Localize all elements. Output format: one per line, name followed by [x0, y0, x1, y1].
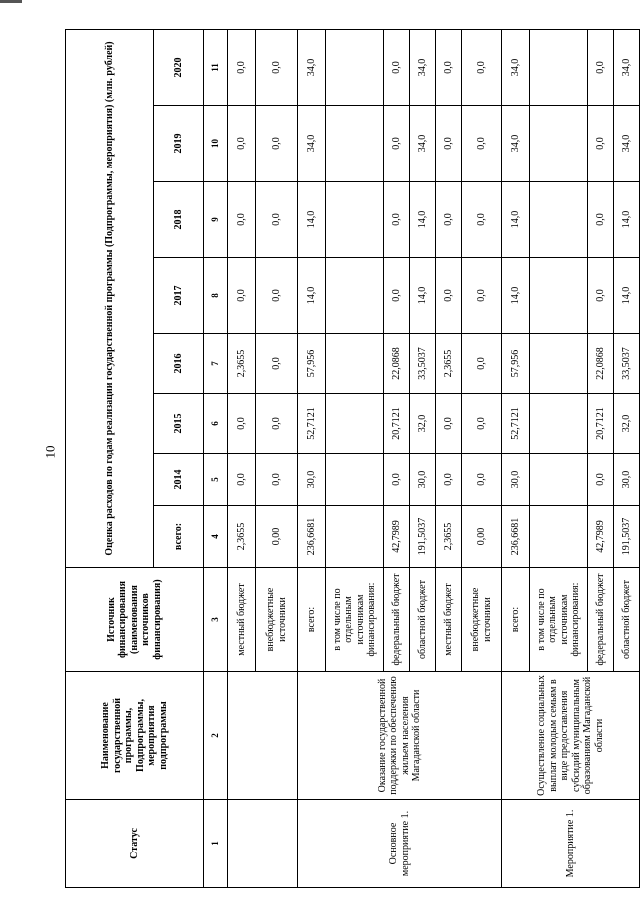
- value-cell: 0,0: [228, 30, 256, 106]
- value-cell: 0,0: [256, 334, 298, 394]
- value-cell: 0,0: [384, 30, 410, 106]
- value-cell: [326, 334, 384, 394]
- value-cell: [530, 106, 588, 182]
- scan-corner-mark: [0, 0, 22, 3]
- column-number: 4: [204, 506, 228, 568]
- value-cell: 0,00: [256, 506, 298, 568]
- status-cell: Мероприятие 1.: [502, 800, 640, 888]
- value-cell: 0,0: [256, 454, 298, 506]
- header-year: 2014: [154, 454, 204, 506]
- value-cell: 33,5037: [410, 334, 436, 394]
- value-cell: 14,0: [502, 182, 530, 258]
- value-cell: [530, 394, 588, 454]
- header-status: Статус: [66, 800, 204, 888]
- value-cell: 0,0: [256, 182, 298, 258]
- value-cell: 0,0: [588, 454, 614, 506]
- value-cell: 0,0: [462, 454, 502, 506]
- column-number-row: [204, 30, 228, 888]
- value-cell: 2,3655: [436, 506, 462, 568]
- value-cell: 0,0: [436, 454, 462, 506]
- source-cell: в том числе по отдельным источникам финансирования:: [326, 568, 384, 672]
- name-cell: Осуществление социальных выплат молодым семьям в виде предоставления субсидий муниципальным образованиям Магаданской области: [502, 672, 640, 800]
- header-source: Источник финансирования (наименования источников финансирования): [66, 568, 204, 672]
- column-number: 3: [204, 568, 228, 672]
- source-cell: всего:: [502, 568, 530, 672]
- page-number: 10: [42, 445, 58, 459]
- value-cell: 34,0: [410, 30, 436, 106]
- value-cell: 52,7121: [502, 394, 530, 454]
- header-estimate: Оценка расходов по годам реализации государственной программы (Подпрограммы, мероприятия) (млн. рублей): [66, 30, 154, 568]
- value-cell: 2,3655: [228, 506, 256, 568]
- value-cell: 0,0: [462, 258, 502, 334]
- value-cell: 14,0: [410, 258, 436, 334]
- header-year: 2016: [154, 334, 204, 394]
- value-cell: 0,0: [228, 182, 256, 258]
- status-cell: Основное мероприятие 1.: [298, 800, 502, 888]
- value-cell: 0,0: [256, 258, 298, 334]
- column-number: 6: [204, 394, 228, 454]
- value-cell: 0,0: [228, 106, 256, 182]
- rotated-page: [65, 30, 632, 888]
- header-year: 2017: [154, 258, 204, 334]
- name-cell: [228, 672, 298, 800]
- header-year: 2019: [154, 106, 204, 182]
- column-number: 11: [204, 30, 228, 106]
- value-cell: 42,7989: [384, 506, 410, 568]
- source-cell: внебюджетные источники: [256, 568, 298, 672]
- column-number: 9: [204, 182, 228, 258]
- value-cell: [530, 454, 588, 506]
- header-year: 2015: [154, 394, 204, 454]
- value-cell: 30,0: [502, 454, 530, 506]
- value-cell: 0,0: [462, 106, 502, 182]
- value-cell: 14,0: [614, 182, 640, 258]
- value-cell: 34,0: [410, 106, 436, 182]
- value-cell: [326, 506, 384, 568]
- value-cell: 30,0: [298, 454, 326, 506]
- value-cell: 236,6681: [502, 506, 530, 568]
- value-cell: 20,7121: [588, 394, 614, 454]
- value-cell: 0,0: [228, 258, 256, 334]
- value-cell: 22,0868: [384, 334, 410, 394]
- source-cell: всего:: [298, 568, 326, 672]
- value-cell: [530, 506, 588, 568]
- value-cell: 0,0: [462, 334, 502, 394]
- value-cell: 14,0: [502, 258, 530, 334]
- value-cell: 0,0: [588, 106, 614, 182]
- table-row: [298, 30, 326, 888]
- source-cell: областной бюджет: [614, 568, 640, 672]
- source-cell: местный бюджет: [228, 568, 256, 672]
- value-cell: 0,0: [462, 394, 502, 454]
- value-cell: 236,6681: [298, 506, 326, 568]
- value-cell: 0,00: [462, 506, 502, 568]
- value-cell: 0,0: [588, 182, 614, 258]
- source-cell: федеральный бюджет: [384, 568, 410, 672]
- value-cell: [326, 106, 384, 182]
- header-year: 2020: [154, 30, 204, 106]
- value-cell: 14,0: [410, 182, 436, 258]
- budget-table: [65, 29, 640, 888]
- value-cell: 33,5037: [614, 334, 640, 394]
- value-cell: [326, 454, 384, 506]
- column-number: 5: [204, 454, 228, 506]
- value-cell: [326, 182, 384, 258]
- value-cell: [326, 258, 384, 334]
- source-cell: областной бюджет: [410, 568, 436, 672]
- header-name: Наименование государственной программы, Подпрограммы, мероприятия подпрограммы: [66, 672, 204, 800]
- value-cell: 34,0: [502, 106, 530, 182]
- column-number: 2: [204, 672, 228, 800]
- value-cell: [530, 258, 588, 334]
- value-cell: 0,0: [256, 394, 298, 454]
- value-cell: 57,956: [298, 334, 326, 394]
- column-number: 1: [204, 800, 228, 888]
- source-cell: местный бюджет: [436, 568, 462, 672]
- column-number: 7: [204, 334, 228, 394]
- header-year: 2018: [154, 182, 204, 258]
- value-cell: 0,0: [384, 106, 410, 182]
- source-cell: федеральный бюджет: [588, 568, 614, 672]
- value-cell: 0,0: [436, 106, 462, 182]
- value-cell: 0,0: [436, 182, 462, 258]
- value-cell: 0,0: [436, 258, 462, 334]
- value-cell: [326, 394, 384, 454]
- value-cell: 14,0: [298, 182, 326, 258]
- value-cell: 20,7121: [384, 394, 410, 454]
- value-cell: 191,5037: [410, 506, 436, 568]
- value-cell: 32,0: [614, 394, 640, 454]
- value-cell: 14,0: [614, 258, 640, 334]
- value-cell: 0,0: [462, 30, 502, 106]
- table-row: [228, 30, 256, 888]
- table-row: [502, 30, 530, 888]
- value-cell: 0,0: [228, 394, 256, 454]
- value-cell: 0,0: [436, 30, 462, 106]
- value-cell: 30,0: [410, 454, 436, 506]
- status-cell: [228, 800, 298, 888]
- value-cell: 0,0: [256, 30, 298, 106]
- value-cell: 0,0: [384, 454, 410, 506]
- value-cell: [530, 182, 588, 258]
- value-cell: 34,0: [298, 106, 326, 182]
- value-cell: 191,5037: [614, 506, 640, 568]
- name-cell: Оказание государственной поддержки по обеспечению жильем населения Магаданской области: [298, 672, 502, 800]
- value-cell: 42,7989: [588, 506, 614, 568]
- value-cell: 34,0: [614, 30, 640, 106]
- value-cell: 0,0: [228, 454, 256, 506]
- value-cell: [530, 334, 588, 394]
- value-cell: 14,0: [298, 258, 326, 334]
- value-cell: 2,3655: [228, 334, 256, 394]
- value-cell: 52,7121: [298, 394, 326, 454]
- header-year: всего:: [154, 506, 204, 568]
- value-cell: 0,0: [588, 30, 614, 106]
- source-cell: в том числе по отдельным источникам финансирования:: [530, 568, 588, 672]
- value-cell: 0,0: [462, 182, 502, 258]
- value-cell: 34,0: [298, 30, 326, 106]
- column-number: 10: [204, 106, 228, 182]
- value-cell: [530, 30, 588, 106]
- value-cell: 0,0: [384, 258, 410, 334]
- value-cell: 0,0: [588, 258, 614, 334]
- column-number: 8: [204, 258, 228, 334]
- value-cell: 0,0: [436, 394, 462, 454]
- value-cell: 32,0: [410, 394, 436, 454]
- value-cell: 57,956: [502, 334, 530, 394]
- value-cell: 2,3655: [436, 334, 462, 394]
- value-cell: 22,0868: [588, 334, 614, 394]
- source-cell: внебюджетные источники: [462, 568, 502, 672]
- value-cell: 34,0: [614, 106, 640, 182]
- value-cell: 0,0: [384, 182, 410, 258]
- value-cell: [326, 30, 384, 106]
- value-cell: 30,0: [614, 454, 640, 506]
- value-cell: 0,0: [256, 106, 298, 182]
- value-cell: 34,0: [502, 30, 530, 106]
